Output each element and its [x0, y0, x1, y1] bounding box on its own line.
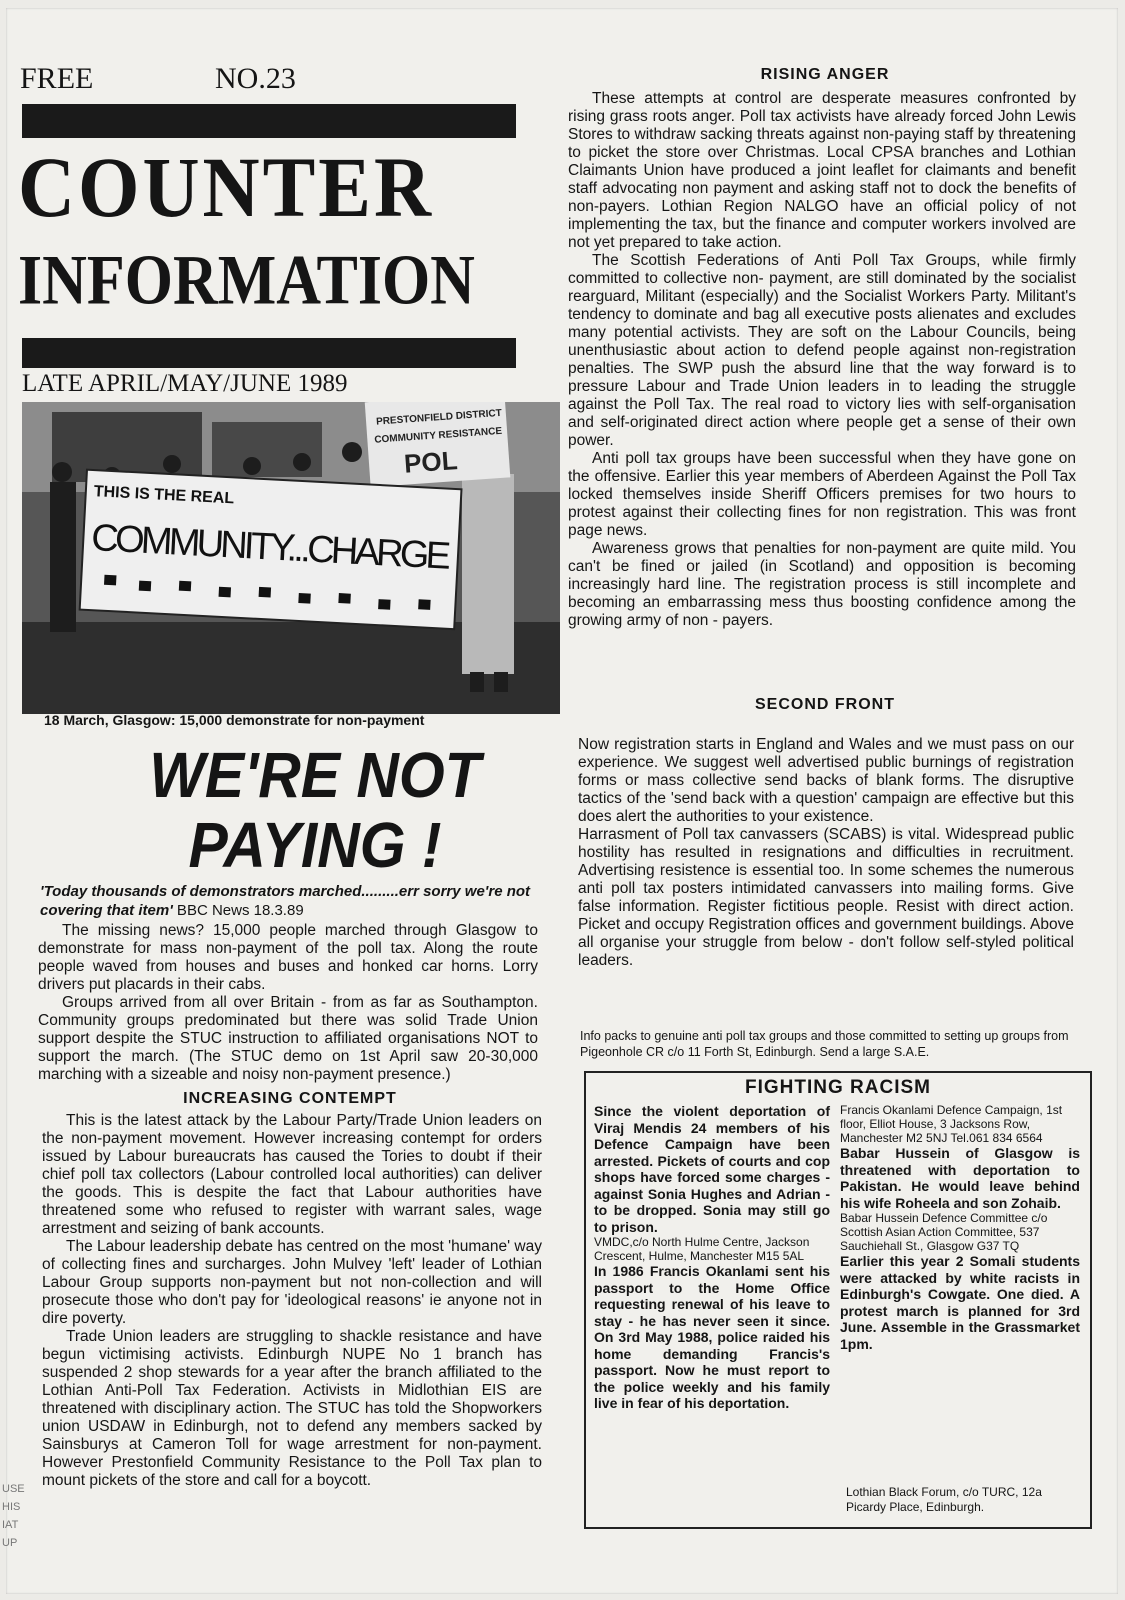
issue-date: LATE APRIL/MAY/JUNE 1989 [22, 370, 348, 397]
left-paragraph-2: Groups arrived from all over Britain - from as far as Southampton. Community groups predominated but there was solid Trade Union support despite the STUC instruction to affiliated organisations NOT to support the march. (The STUC demo on 1st April saw 20-30,000 marching with a sizeable and noisy non-payment presence.) [38, 994, 538, 1083]
edge-scrap-1: USE [2, 1483, 25, 1495]
heading-second-front: SECOND FRONT [755, 696, 895, 713]
fighting-racism-right-column [840, 1103, 1080, 1352]
edge-scrap-4: UP [2, 1537, 18, 1549]
edge-scrap-3: IAT [2, 1519, 19, 1531]
okanlami-campaign-address: Francis Okanlami Defence Campaign, 1st floor, Elliot House, 3 Jacksons Row, Manchester M2 5NJ Tel.061 834 6564 [840, 1103, 1063, 1145]
main-banner-line2: COMMUNITY...CHARGE [90, 517, 453, 578]
fighting-racism-left-column [594, 1103, 830, 1412]
heading-rising-anger: RISING ANGER [760, 66, 890, 83]
headline [108, 740, 522, 880]
right-paragraph-5: Now registration starts in England and Wales and we must pass on our experience. We suggest well advertised public burnings of registration forms or mass collective send backs of blank forms. The disruptive tactics of the 'send back with a question' campaign are effective but this does alert the authorities to your existence. [578, 736, 1074, 825]
right-paragraph-3: Anti poll tax groups have been successful when they have gone on the offensive. Earlier this year members of Aberdeen Against the Poll Tax locked themselves inside Sheriff Officers premises for two hours to protest against their collecting fines for non registration. This was front page news. [568, 450, 1076, 539]
left-paragraph-5: Trade Union leaders are struggling to shackle resistance and have begun victimising activists. Edinburgh NUPE No 1 branch has suspended 2 shop stewards for a year after the branch affiliated to the Lothian Anti-Poll Tax Federation. Activists in Midlothian EIS are threatened with disciplinary action. The STUC has told the Shopworkers union USDAW in Edinburgh, not to defend any members sacked by Sainsburys at Cameron Toll for wage arrestment for non-payment. However Prestonfield Community Resistance to the Poll Tax plan to mount pickets of the store and call for a boycott. [42, 1328, 542, 1489]
babar-committee-address: Babar Hussein Defence Committee c/o Scottish Asian Action Committee, 537 Sauchiehall St., Glasgow G37 TQ [840, 1211, 1048, 1253]
right-paragraph-6: Harrasment of Poll tax canvassers (SCABS) is vital. Widespread public hostility has resulted in resignations and difficulties in recruitment. Advertising resistence is essential too. In some schemes the numerous anti poll tax posters intimidated canvassers into mailing forms. Give false information. Register fictitious people. Resist with direct action. Picket and occupy Registration offices and government buildings. Above all organise your struggle from below - don't follow self-styled political leaders. [578, 826, 1074, 969]
photo-caption: 18 March, Glasgow: 15,000 demonstrate for non-payment [44, 712, 425, 728]
babar-hussein-text: Babar Hussein of Glasgow is threatened with deportation to Pakistan. He would leave behind his wife Roheela and son Zohaib. [840, 1145, 1080, 1211]
fighting-racism-title: FIGHTING RACISM [745, 1077, 931, 1098]
left-paragraph-1: The missing news? 15,000 people marched through Glasgow to demonstrate for mass non-payment of the poll tax. Along the route people waved from houses and buses and honked car horns. Lorry drivers put placards in their cabs. [38, 922, 538, 993]
masthead-top-bar [22, 104, 516, 138]
quote-text: 'Today thousands of demonstrators marched.........err sorry we're not covering that item' [40, 883, 531, 919]
left-column-contempt [42, 1112, 542, 1490]
info-packs-note: Info packs to genuine anti poll tax groups and those committed to setting up groups from Pigeonhole CR c/o 11 Forth St, Edinburgh. Send a large S.A.E. [580, 1029, 1069, 1059]
left-paragraph-3: This is the latest attack by the Labour Party/Trade Union leaders on the non-payment movement. However increasing contempt for orders issued by Labour bureaucrats has caused the Tories to doubt if their chief poll tax collectors (Labour controlled local authorities) can deliver the goods. This is despite the fact that Labour authorities have threatened some who refused to register with warrant sales, wage arrestment and seizing of bank accounts. [42, 1112, 542, 1237]
heading-increasing-contempt: INCREASING CONTEMPT [183, 1090, 397, 1107]
fighting-racism-box [584, 1071, 1092, 1529]
okanlami-text: In 1986 Francis Okanlami sent his passport to the Home Office requesting renewal of his leave to stay - he has never seen it since. On 3rd May 1988, police raided his home demanding Francis's passport. Now he must report to the police weekly and his family live in fear of his deportation. [594, 1263, 830, 1411]
edge-scrap-2: HIS [2, 1501, 21, 1513]
masthead-bottom-bar [22, 338, 516, 368]
lothian-black-forum-address: Lothian Black Forum, c/o TURC, 12a Picardy Place, Edinburgh. [846, 1485, 1042, 1514]
edge-scraps [2, 1480, 25, 1552]
back-banner-line2: COMMUNITY RESISTANCE [374, 425, 503, 446]
quote-source: BBC News 18.3.89 [172, 902, 304, 919]
right-paragraph-2: The Scottish Federations of Anti Poll Tax Groups, while firmly committed to collective non- payment, are still dominated by the socialist rearguard, Militant (especially) and the Socialist Workers Party. Militant's tendency to dominate and bag all executive posts alienates and excludes many potential activists. They are soft on the Labour Councils, being unenthusiastic about action to defend people against non-registration penalties. The SWP push the absurd line that the way forward is to pressure Labour and Trade Union leaders in to leading the struggle against the Poll Tax. The real road to victory lies with self-organisation and self-originated direct action where people get a sense of their own power. [568, 252, 1076, 449]
vmdc-address: VMDC,c/o North Hulme Centre, Jackson Crescent, Hulme, Manchester M15 5AL [594, 1235, 810, 1263]
mendis-campaign-text: Since the violent deportation of Viraj Mendis 24 members of his Defence Campaign have been arrested. Pickets of courts and cop shops have forced some charges - against Sonia Hughes and Adrian - to be dropped. Sonia may still go to prison. [594, 1103, 830, 1235]
march-photo [22, 402, 560, 714]
bbc-quote [40, 882, 540, 920]
free-label: FREE [20, 62, 94, 95]
issue-number: NO.23 [215, 62, 296, 95]
right-column-rising-anger [568, 90, 1076, 630]
headline-line2: PAYING ! [188, 809, 442, 881]
masthead-title-information: INFORMATION [18, 241, 475, 320]
somali-students-text: Earlier this year 2 Somali students were attacked by white racists in Edinburgh's Cowgate. One died. A protest march is planned for 3rd June. Assemble in the Grassmarket 1pm. [840, 1253, 1080, 1352]
headline-line1: WE'RE NOT [149, 739, 481, 811]
back-banner-line3: POL [403, 445, 459, 479]
left-paragraph-4: The Labour leadership debate has centred on the most 'humane' way of collecting fines and surcharges. John Mulvey 'left' leader of Lothian Labour Group supports non-payment but not non-collection and will prosecute those who don't pay for 'ideological reasons' ie anyone not in dire poverty. [42, 1238, 542, 1327]
masthead-title-counter: COUNTER [18, 141, 435, 236]
right-paragraph-4: Awareness grows that penalties for non-payment are quite mild. You can't be fined or jailed (in Scotland) and opposition is becoming increasingly hard line. The registration process is still incomplete and becoming an embarrassing mess thus boosting confidence among the growing army of non - payers. [568, 540, 1076, 629]
right-paragraph-1: These attempts at control are desperate measures confronted by rising grass roots anger. Poll tax activists have already forced John Lewis Stores to withdraw sacking threats against non-paying staff by threatening to picket the store over Christmas. Local CPSA branches and Lothian Claimants Union have produced a joint leaflet for claimants and benefit staff advocating non payment and asking staff not to dock the benefits of non-payers. Lothian Region NALGO have an official policy of not implementing the tax, but the finance and computer workers involved are not yet prepared to take action. [568, 90, 1076, 251]
main-banner-line1: THIS IS THE REAL [93, 483, 235, 508]
back-banner-line1: PRESTONFIELD DISTRICT [375, 407, 503, 428]
right-column-second-front [578, 736, 1074, 970]
left-column-intro [38, 922, 538, 1084]
